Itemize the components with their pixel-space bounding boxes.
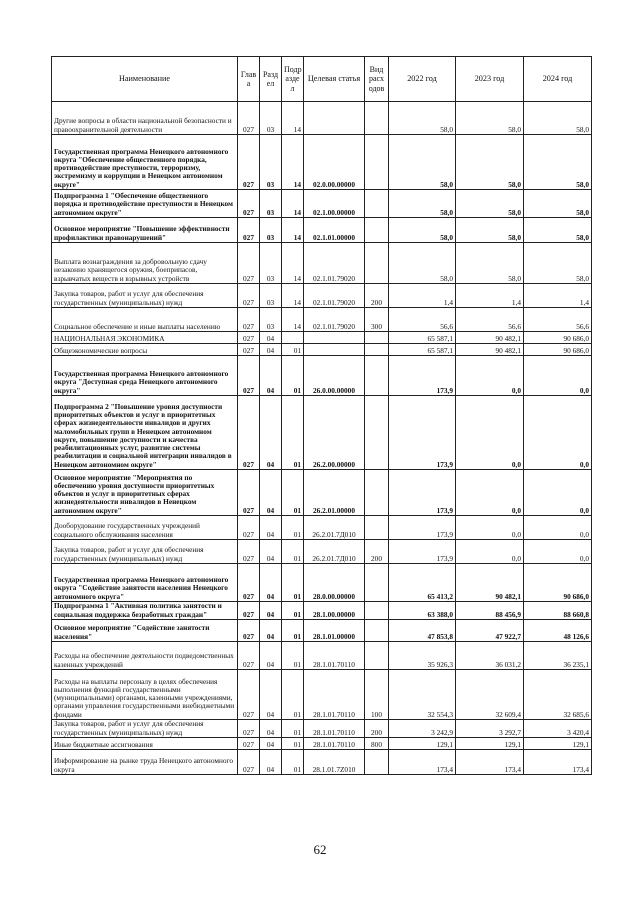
cell-name: Подпрограмма 1 "Активная политика занятости и социальная поддержка безработных граждан" [52, 602, 238, 620]
cell-podrazdel: 01 [282, 516, 304, 540]
cell-vid [365, 190, 389, 218]
cell-vid: 100 [365, 670, 389, 720]
cell-vid [365, 135, 389, 190]
cell-y2023: 58,0 [456, 190, 524, 218]
table-row [52, 720, 592, 738]
cell-y2023: 88 456,9 [456, 602, 524, 620]
cell-glava: 027 [238, 135, 260, 190]
cell-name: Расходы на выплаты персоналу в целях обеспечения выполнения функций государственными (муниципальными) органами, казенными учреждениями, органами управления государственными внебюджетными фондами [52, 670, 238, 720]
cell-vid [365, 344, 389, 356]
cell-target: 26.2.01.7Д010 [304, 540, 365, 564]
cell-y2024: 0,0 [524, 356, 592, 396]
cell-razdel: 04 [260, 642, 282, 670]
cell-razdel: 04 [260, 720, 282, 738]
cell-target: 26.2.01.00000 [304, 470, 365, 516]
header-razdel: Разд ел [260, 57, 282, 102]
cell-glava: 027 [238, 540, 260, 564]
cell-podrazdel: 01 [282, 396, 304, 470]
cell-glava: 027 [238, 243, 260, 284]
cell-y2022: 173,4 [389, 750, 456, 775]
header-target: Целевая статья [304, 57, 365, 102]
cell-name: Иные бюджетные ассигнования [52, 738, 238, 750]
cell-y2023: 0,0 [456, 516, 524, 540]
cell-podrazdel: 01 [282, 642, 304, 670]
cell-target: 28.1.01.70110 [304, 720, 365, 738]
cell-vid [365, 332, 389, 344]
cell-target: 28.1.01.70110 [304, 670, 365, 720]
cell-y2024: 58,0 [524, 218, 592, 243]
cell-podrazdel: 01 [282, 470, 304, 516]
cell-vid [365, 470, 389, 516]
cell-vid [365, 750, 389, 775]
cell-y2023: 32 609,4 [456, 670, 524, 720]
cell-y2022: 173,9 [389, 516, 456, 540]
header-podrazdel: Подр азде л [282, 57, 304, 102]
table-row [52, 670, 592, 720]
table-row [52, 564, 592, 602]
cell-razdel: 04 [260, 564, 282, 602]
cell-y2023: 173,4 [456, 750, 524, 775]
cell-razdel: 03 [260, 102, 282, 135]
header-2024: 2024 год [524, 57, 592, 102]
cell-name: Основное мероприятие "Мероприятия по обеспечению уровня доступности приоритетных объектов и услуг в приоритетных сферах жизнедеятельности инвалидов в Ненецком автономном округе" [52, 470, 238, 516]
table-row [52, 470, 592, 516]
cell-y2022: 1,4 [389, 284, 456, 308]
table-header-row [52, 57, 592, 102]
header-2023: 2023 год [456, 57, 524, 102]
cell-vid [365, 620, 389, 642]
cell-y2024: 48 126,6 [524, 620, 592, 642]
cell-y2024: 90 686,0 [524, 344, 592, 356]
cell-y2023: 129,1 [456, 738, 524, 750]
cell-podrazdel [282, 332, 304, 344]
cell-y2022: 65 413,2 [389, 564, 456, 602]
cell-target: 26.2.00.00000 [304, 396, 365, 470]
cell-target: 26.2.01.7Д010 [304, 516, 365, 540]
cell-podrazdel: 01 [282, 540, 304, 564]
table-row [52, 102, 592, 135]
cell-y2023: 90 482,1 [456, 344, 524, 356]
cell-y2022: 58,0 [389, 135, 456, 190]
cell-vid: 300 [365, 308, 389, 332]
cell-y2024: 88 660,8 [524, 602, 592, 620]
cell-name: Дооборудование государственных учреждений социального обслуживания населения [52, 516, 238, 540]
cell-target: 28.1.01.70110 [304, 642, 365, 670]
cell-podrazdel: 01 [282, 620, 304, 642]
cell-glava: 027 [238, 308, 260, 332]
header-name: Наименование [52, 57, 238, 102]
cell-podrazdel: 01 [282, 356, 304, 396]
cell-razdel: 04 [260, 516, 282, 540]
cell-y2022: 65 587,1 [389, 332, 456, 344]
cell-y2022: 58,0 [389, 243, 456, 284]
cell-glava: 027 [238, 516, 260, 540]
cell-vid [365, 218, 389, 243]
cell-podrazdel: 01 [282, 720, 304, 738]
cell-glava: 027 [238, 564, 260, 602]
cell-vid: 200 [365, 284, 389, 308]
cell-y2023: 0,0 [456, 470, 524, 516]
cell-podrazdel: 14 [282, 190, 304, 218]
cell-glava: 027 [238, 602, 260, 620]
cell-y2022: 173,9 [389, 396, 456, 470]
cell-y2024: 58,0 [524, 135, 592, 190]
cell-glava: 027 [238, 218, 260, 243]
cell-glava: 027 [238, 750, 260, 775]
cell-y2022: 173,9 [389, 540, 456, 564]
cell-y2024: 0,0 [524, 396, 592, 470]
cell-podrazdel: 01 [282, 344, 304, 356]
cell-y2023: 36 031,2 [456, 642, 524, 670]
cell-name: Государственная программа Ненецкого автономного округа "Содействие занятости населения Ненецкого автономного округа" [52, 564, 238, 602]
cell-name: Закупка товаров, работ и услуг для обеспечения государственных (муниципальных) нужд [52, 284, 238, 308]
cell-y2023: 1,4 [456, 284, 524, 308]
cell-y2023: 56,6 [456, 308, 524, 332]
cell-target: 26.0.00.00000 [304, 356, 365, 396]
cell-target: 28.1.01.70110 [304, 738, 365, 750]
cell-vid: 200 [365, 540, 389, 564]
cell-y2024: 36 235,1 [524, 642, 592, 670]
table-row [52, 135, 592, 190]
cell-y2024: 58,0 [524, 102, 592, 135]
table-row [52, 332, 592, 344]
cell-y2022: 32 554,3 [389, 670, 456, 720]
cell-razdel: 04 [260, 670, 282, 720]
cell-y2022: 173,9 [389, 470, 456, 516]
cell-razdel: 03 [260, 243, 282, 284]
cell-vid: 800 [365, 738, 389, 750]
cell-name: Закупка товаров, работ и услуг для обеспечения государственных (муниципальных) нужд [52, 540, 238, 564]
cell-razdel: 03 [260, 308, 282, 332]
cell-y2023: 0,0 [456, 356, 524, 396]
table-row [52, 750, 592, 775]
table-row [52, 540, 592, 564]
cell-name: Расходы на обеспечение деятельности подведомственных казенных учреждений [52, 642, 238, 670]
cell-razdel: 04 [260, 396, 282, 470]
cell-podrazdel: 01 [282, 670, 304, 720]
cell-y2022: 65 587,1 [389, 344, 456, 356]
cell-target: 02.1.01.79020 [304, 284, 365, 308]
table-row [52, 602, 592, 620]
cell-razdel: 04 [260, 540, 282, 564]
cell-glava: 027 [238, 332, 260, 344]
cell-y2024: 56,6 [524, 308, 592, 332]
cell-name: Закупка товаров, работ и услуг для обеспечения государственных (муниципальных) нужд [52, 720, 238, 738]
cell-podrazdel: 01 [282, 564, 304, 602]
cell-podrazdel: 14 [282, 284, 304, 308]
cell-razdel: 04 [260, 470, 282, 516]
header-vid: Вид расх одов [365, 57, 389, 102]
cell-y2022: 3 242,9 [389, 720, 456, 738]
cell-razdel: 03 [260, 135, 282, 190]
cell-glava: 027 [238, 284, 260, 308]
cell-y2022: 35 926,3 [389, 642, 456, 670]
cell-razdel: 04 [260, 602, 282, 620]
cell-podrazdel: 14 [282, 218, 304, 243]
cell-razdel: 04 [260, 738, 282, 750]
cell-vid: 200 [365, 720, 389, 738]
cell-glava: 027 [238, 642, 260, 670]
cell-glava: 027 [238, 470, 260, 516]
cell-razdel: 04 [260, 620, 282, 642]
table-row [52, 308, 592, 332]
table-row [52, 738, 592, 750]
cell-target: 28.1.01.7Z010 [304, 750, 365, 775]
cell-name: Выплата вознаграждения за добровольную сдачу незаконно хранящегося оружия, боеприпасов, взрывчатых веществ и взрывных устройств [52, 243, 238, 284]
cell-target: 02.0.00.00000 [304, 135, 365, 190]
cell-y2024: 58,0 [524, 243, 592, 284]
cell-podrazdel: 01 [282, 738, 304, 750]
cell-podrazdel: 14 [282, 135, 304, 190]
cell-y2024: 173,4 [524, 750, 592, 775]
cell-target: 28.0.00.00000 [304, 564, 365, 602]
cell-y2024: 3 420,4 [524, 720, 592, 738]
cell-glava: 027 [238, 738, 260, 750]
cell-vid [365, 102, 389, 135]
table-row [52, 642, 592, 670]
cell-target: 02.1.01.00000 [304, 218, 365, 243]
cell-y2022: 58,0 [389, 190, 456, 218]
cell-y2024: 1,4 [524, 284, 592, 308]
cell-glava: 027 [238, 396, 260, 470]
cell-glava: 027 [238, 720, 260, 738]
cell-vid [365, 516, 389, 540]
table-row [52, 218, 592, 243]
cell-podrazdel: 14 [282, 308, 304, 332]
cell-y2023: 3 292,7 [456, 720, 524, 738]
cell-razdel: 04 [260, 332, 282, 344]
table-row [52, 396, 592, 470]
cell-vid [365, 564, 389, 602]
cell-name: Общеэкономические вопросы [52, 344, 238, 356]
cell-glava: 027 [238, 356, 260, 396]
cell-y2023: 47 922,7 [456, 620, 524, 642]
cell-y2023: 58,0 [456, 135, 524, 190]
cell-podrazdel: 01 [282, 602, 304, 620]
cell-y2024: 32 685,6 [524, 670, 592, 720]
cell-name: НАЦИОНАЛЬНАЯ ЭКОНОМИКА [52, 332, 238, 344]
cell-y2022: 47 853,8 [389, 620, 456, 642]
cell-y2023: 90 482,1 [456, 564, 524, 602]
table-row [52, 243, 592, 284]
cell-y2023: 0,0 [456, 396, 524, 470]
cell-name: Другие вопросы в области национальной безопасности и правоохранительной деятельности [52, 102, 238, 135]
cell-target [304, 102, 365, 135]
cell-glava: 027 [238, 190, 260, 218]
table-row [52, 516, 592, 540]
cell-name: Социальное обеспечение и иные выплаты населению [52, 308, 238, 332]
cell-name: Информирование на рынке труда Ненецкого автономного округа [52, 750, 238, 775]
cell-target: 28.1.01.00000 [304, 620, 365, 642]
cell-vid [365, 356, 389, 396]
cell-vid [365, 642, 389, 670]
cell-y2024: 0,0 [524, 516, 592, 540]
cell-glava: 027 [238, 620, 260, 642]
cell-podrazdel: 14 [282, 243, 304, 284]
cell-vid [365, 243, 389, 284]
cell-razdel: 03 [260, 190, 282, 218]
cell-y2022: 58,0 [389, 218, 456, 243]
cell-y2022: 129,1 [389, 738, 456, 750]
cell-target: 02.1.00.00000 [304, 190, 365, 218]
cell-target: 02.1.01.79020 [304, 308, 365, 332]
header-2022: 2022 год [389, 57, 456, 102]
cell-target: 28.1.00.00000 [304, 602, 365, 620]
table-row [52, 356, 592, 396]
cell-razdel: 04 [260, 356, 282, 396]
cell-target [304, 332, 365, 344]
cell-y2023: 90 482,1 [456, 332, 524, 344]
cell-vid [365, 396, 389, 470]
cell-y2022: 173,9 [389, 356, 456, 396]
cell-razdel: 04 [260, 750, 282, 775]
cell-podrazdel: 01 [282, 750, 304, 775]
cell-target: 02.1.01.79020 [304, 243, 365, 284]
cell-name: Основное мероприятие "Повышение эффективности профилактики правонарушений" [52, 218, 238, 243]
cell-y2022: 56,6 [389, 308, 456, 332]
table-row [52, 284, 592, 308]
table-row [52, 620, 592, 642]
cell-name: Государственная программа Ненецкого автономного округа "Обеспечение общественного порядка, противодействие преступности, терроризму, экстремизму и коррупции в Ненецком автономном округе" [52, 135, 238, 190]
cell-razdel: 04 [260, 344, 282, 356]
cell-razdel: 03 [260, 218, 282, 243]
cell-podrazdel: 14 [282, 102, 304, 135]
table-row [52, 190, 592, 218]
table-row [52, 344, 592, 356]
header-glava: Глав а [238, 57, 260, 102]
cell-y2023: 0,0 [456, 540, 524, 564]
cell-name: Подпрограмма 1 "Обеспечение общественного порядка и противодействие преступности в Ненецком автономном округе" [52, 190, 238, 218]
page-number: 62 [313, 842, 327, 857]
cell-name: Основное мероприятие "Содействие занятости населения" [52, 620, 238, 642]
budget-table [51, 56, 592, 775]
cell-y2024: 129,1 [524, 738, 592, 750]
cell-y2024: 0,0 [524, 470, 592, 516]
cell-y2024: 90 686,0 [524, 564, 592, 602]
cell-y2022: 58,0 [389, 102, 456, 135]
cell-y2024: 0,0 [524, 540, 592, 564]
cell-glava: 027 [238, 670, 260, 720]
cell-glava: 027 [238, 344, 260, 356]
cell-razdel: 03 [260, 284, 282, 308]
cell-y2022: 63 388,0 [389, 602, 456, 620]
cell-name: Государственная программа Ненецкого автономного округа "Доступная среда Ненецкого автономного округа" [52, 356, 238, 396]
cell-y2024: 90 686,0 [524, 332, 592, 344]
cell-y2023: 58,0 [456, 243, 524, 284]
cell-glava: 027 [238, 102, 260, 135]
cell-target [304, 344, 365, 356]
cell-vid [365, 602, 389, 620]
cell-name: Подпрограмма 2 "Повышение уровня доступности приоритетных объектов и услуг в приоритетных сферах жизнедеятельности инвалидов и других маломобильных групп в Ненецком автономном округе, повышение доступности и качества реабилитационных услуг, развитие системы реабилитации и социальной интеграции инвалидов в Ненецком автономном округе" [52, 396, 238, 470]
cell-y2023: 58,0 [456, 218, 524, 243]
cell-y2024: 58,0 [524, 190, 592, 218]
cell-y2023: 58,0 [456, 102, 524, 135]
